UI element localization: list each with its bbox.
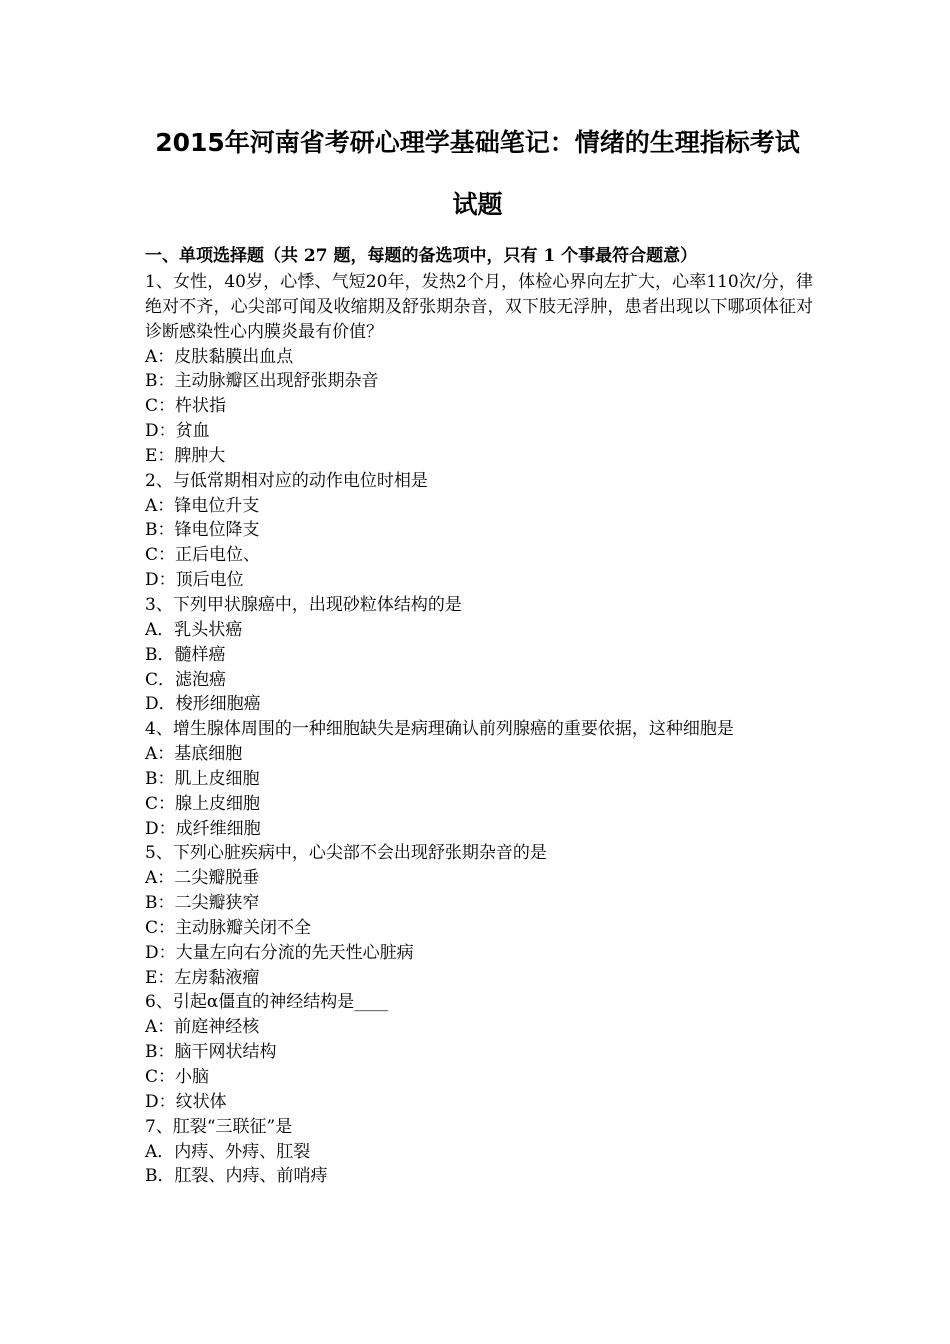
question-block <box>145 717 813 841</box>
question-text: 7、肛裂“三联征”是 <box>145 1116 293 1137</box>
question-block <box>145 469 813 593</box>
option-text: B．髓样癌 <box>145 644 226 665</box>
option-text: D：纹状体 <box>145 1091 227 1112</box>
question-block <box>145 1115 813 1190</box>
option-text: A．乳头状癌 <box>145 619 243 640</box>
option-text: B：锋电位降支 <box>145 520 260 541</box>
question-text: 4、增生腺体周围的一种细胞缺失是病理确认前列腺癌的重要依据，这种细胞是 <box>145 719 734 740</box>
question-list <box>145 270 813 1189</box>
option-text: C：主动脉瓣关闭不全 <box>145 917 312 938</box>
option-text: C．滤泡癌 <box>145 669 227 690</box>
option-text: C：腺上皮细胞 <box>145 793 261 814</box>
option-text: D：成纤维细胞 <box>145 818 261 839</box>
option-text: E：左房黏液瘤 <box>145 967 260 988</box>
option-text: C：杵状指 <box>145 396 227 417</box>
question-text: 5、下列心脏疾病中，心尖部不会出现舒张期杂音的是 <box>145 843 547 864</box>
option-text: E：脾肿大 <box>145 445 226 466</box>
option-text: A：锋电位升支 <box>145 495 260 516</box>
option-text: D：贫血 <box>145 421 210 442</box>
section-heading: 一、单项选择题（共 27 题，每题的备选项中，只有 1 个事最符合题意） <box>145 246 698 266</box>
option-text: C：小脑 <box>145 1067 210 1087</box>
question-block <box>145 593 813 717</box>
question-text: 6、引起α僵直的神经结构是____ <box>145 992 389 1013</box>
option-text: B：二尖瓣狭窄 <box>145 893 260 914</box>
document-title: 2015年河南省考研心理学基础笔记：情绪的生理指标考试试题 <box>155 128 800 219</box>
option-text: C：正后电位、 <box>145 545 261 566</box>
question-text: 2、与低常期相对应的动作电位时相是 <box>145 470 428 491</box>
option-text: D：顶后电位 <box>145 570 244 591</box>
option-text: A．内痔、外痔、肛裂 <box>145 1141 311 1162</box>
option-text: B．肛裂、内痔、前哨痔 <box>145 1166 328 1187</box>
question-block <box>145 841 813 990</box>
option-text: B：脑干网状结构 <box>145 1042 277 1063</box>
option-text: D．梭形细胞癌 <box>145 694 261 715</box>
option-text: A：基底细胞 <box>145 744 243 765</box>
option-text: B：肌上皮细胞 <box>145 768 260 789</box>
question-text: 1、女性，40岁，心悸、气短20年，发热2个月，体检心界向左扩大，心率110次/分，律绝对不齐，心尖部可闻及收缩期及舒张期杂音，双下肢无浮肿，患者出现以下哪项体征对诊断感染性心内膜炎最有价值？ <box>145 272 813 342</box>
option-text: D：大量左向右分流的先天性心脏病 <box>145 942 414 963</box>
option-text: A：皮肤黏膜出血点 <box>145 346 294 367</box>
option-text: B：主动脉瓣区出现舒张期杂音 <box>145 371 379 392</box>
option-text: A：二尖瓣脱垂 <box>145 868 260 889</box>
question-block <box>145 270 813 469</box>
question-text: 3、下列甲状腺癌中，出现砂粒体结构的是 <box>145 594 462 615</box>
question-block <box>145 990 813 1114</box>
option-text: A：前庭神经核 <box>145 1017 260 1038</box>
